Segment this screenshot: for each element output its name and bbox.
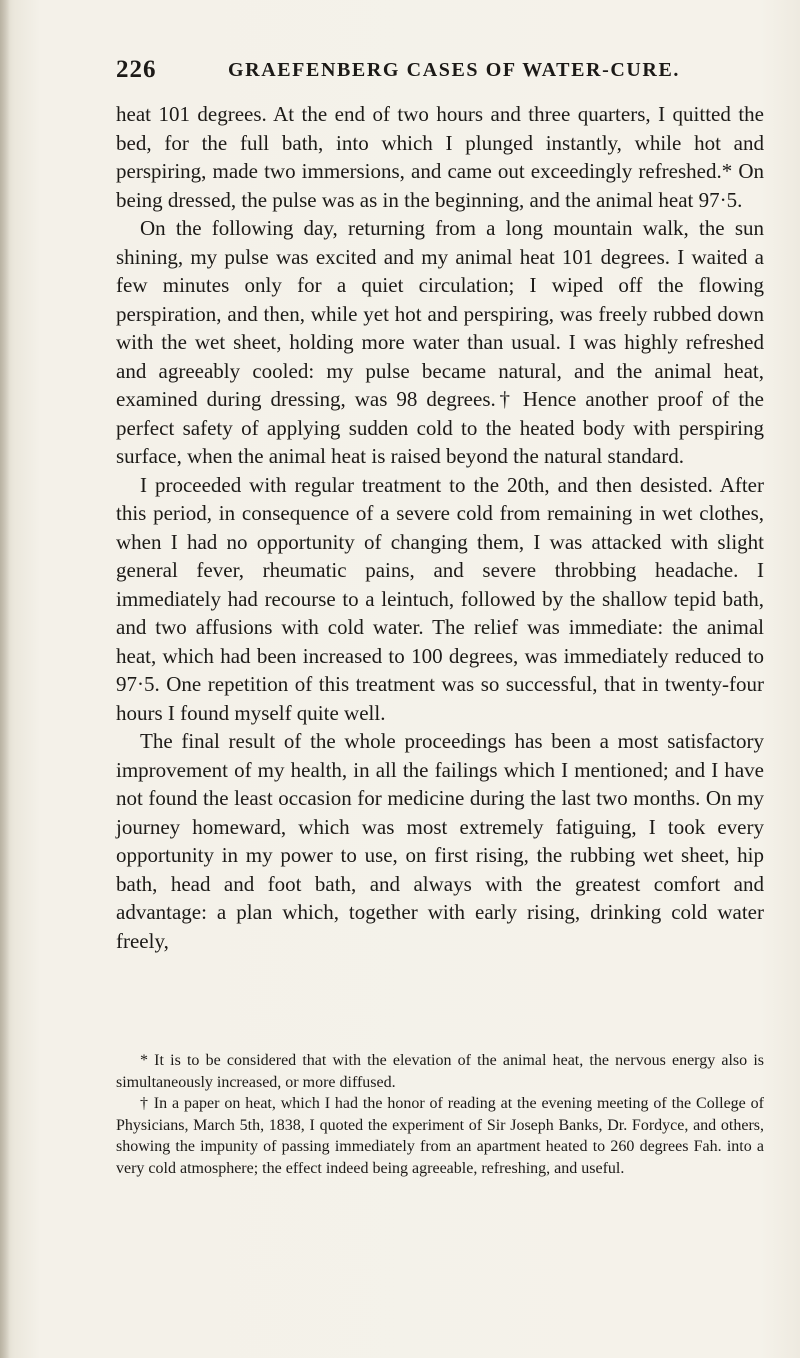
binding-shadow [0,0,10,1358]
page-header [116,56,756,86]
footnotes [116,1050,764,1179]
body-text [116,100,764,955]
paragraph-1: heat 101 degrees. At the end of two hours and three quarters, I quitted the bed, for the full bath, into which I plunged instantly, while hot and perspiring, made two immersions, and came out exceedingly refreshed.* On being dressed, the pulse was as in the beginning, and the animal heat 97·5. [116,102,764,212]
footnote-asterisk: * It is to be considered that with the elevation of the animal heat, the nervous energy also is simultaneously increased, or more diffused. [116,1052,764,1091]
paragraph-4: The final result of the whole proceedings has been a most satisfactory improvement of my health, in all the failings which I mentioned; and I have not found the least occasion for medicine during the last two months. On my journey homeward, which was most extremely fatiguing, I took every opportunity in my power to use, on first rising, the rubbing wet sheet, hip bath, head and foot bath, and always with the greatest comfort and advantage: a plan which, together with early rising, drinking cold water freely, [116,729,764,953]
paragraph-3: I proceeded with regular treatment to the 20th, and then desisted. After this period, in consequence of a severe cold from remaining in wet clothes, when I had no opportunity of changing them, I was attacked with slight general fever, rheumatic pains, and severe throbbing headache. I immediately had recourse to a leintuch, followed by the shallow tepid bath, and two affusions with cold water. The relief was immediate: the animal heat, which had been increased to 100 degrees, was immediately reduced to 97·5. One repetition of this treatment was so successful, that in twenty-four hours I found myself quite well. [116,472,764,725]
paragraph-2: On the following day, returning from a long mountain walk, the sun shining, my pulse was excited and my animal heat 101 degrees. I waited a few minutes only for a quiet circulation; I wiped off the flowing perspiration, and then, while yet hot and perspiring, was freely rubbed down with the wet sheet, holding more water than usual. I was highly refreshed and agreeably cooled: my pulse became natural, and the animal heat, examined during dressing, was 98 degrees.† Hence another proof of the perfect safety of applying sudden cold to the heated body with perspiring surface, when the animal heat is raised beyond the natural standard. [116,216,764,468]
page-number: 226 [116,56,157,83]
footnote-dagger: † In a paper on heat, which I had the honor of reading at the evening meeting of the College of Physicians, March 5th, 1838, I quoted the experiment of Sir Joseph Banks, Dr. Fordyce, and others, showing the impunity of passing immediately from an apartment heated to 260 degrees Fah. into a very cold atmosphere; the effect indeed being agreeable, refreshing, and useful. [116,1095,764,1177]
running-head: GRAEFENBERG CASES OF WATER-CURE. [228,59,681,81]
